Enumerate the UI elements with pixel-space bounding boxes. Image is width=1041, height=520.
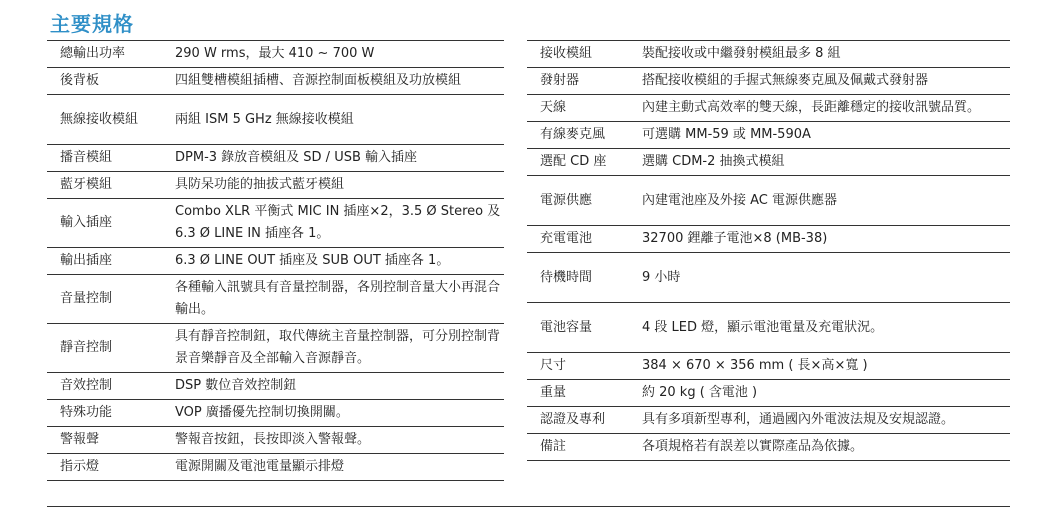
spec-value: 搭配接收模組的手握式無線麥克風及佩戴式發射器	[642, 68, 1010, 95]
spec-row-indicator	[47, 454, 504, 481]
spec-row-input-jacks	[47, 199, 504, 248]
spec-value: 內建電池座及外接 AC 電源供應器	[642, 176, 1010, 226]
spec-row-receiver-module	[527, 41, 1010, 68]
spec-value: 約 20 kg ( 含電池 )	[642, 380, 1010, 407]
spec-label: 靜音控制	[47, 324, 175, 373]
spec-value: 4 段 LED 燈，顯示電池電量及充電狀況。	[642, 303, 1010, 353]
page-title: 主要規格	[50, 12, 134, 36]
spec-label: 藍牙模組	[47, 172, 175, 199]
spec-label: 天線	[527, 95, 642, 122]
spec-row-cd-option	[527, 149, 1010, 176]
spec-row-remarks	[527, 434, 1010, 461]
spec-value: 各種輸入訊號具有音量控制器，各別控制音量大小再混合輸出。	[175, 275, 504, 324]
spec-value: 6.3 Ø LINE OUT 插座及 SUB OUT 插座各 1。	[175, 248, 504, 275]
spec-value: DSP 數位音效控制鈕	[175, 373, 504, 400]
spec-label: 備註	[527, 434, 642, 461]
spec-value: 內建主動式高效率的雙天線，長距離穩定的接收訊號品質。	[642, 95, 1010, 122]
spec-value: 可選購 MM-59 或 MM-590A	[642, 122, 1010, 149]
spec-row-certification	[527, 407, 1010, 434]
spec-label: 播音模組	[47, 145, 175, 172]
spec-value: 具有靜音控制鈕，取代傳統主音量控制器，可分別控制背景音樂靜音及全部輸入音源靜音。	[175, 324, 504, 373]
spec-value: 具防呆功能的抽拔式藍牙模組	[175, 172, 504, 199]
spec-value: 32700 鋰離子電池×8 (MB-38)	[642, 226, 1010, 253]
spec-label: 輸入插座	[47, 199, 175, 248]
spec-value: 四組雙槽模組插槽、音源控制面板模組及功放模組	[175, 68, 504, 95]
spec-value: 290 W rms，最大 410 ~ 700 W	[175, 41, 504, 68]
spec-label: 接收模組	[527, 41, 642, 68]
spec-label: 電源供應	[527, 176, 642, 226]
spec-label: 總輸出功率	[47, 41, 175, 68]
spec-value: 選購 CDM-2 抽換式模組	[642, 149, 1010, 176]
spec-label: 音效控制	[47, 373, 175, 400]
spec-label: 尺寸	[527, 353, 642, 380]
spec-table-left	[47, 40, 504, 481]
spec-value: DPM-3 錄放音模組及 SD / USB 輸入插座	[175, 145, 504, 172]
spec-row-wireless-receiver	[47, 95, 504, 145]
spec-label: 指示燈	[47, 454, 175, 481]
spec-label: 選配 CD 座	[527, 149, 642, 176]
spec-label: 後背板	[47, 68, 175, 95]
spec-row-battery-capacity	[527, 303, 1010, 353]
spec-row-wired-mic	[527, 122, 1010, 149]
spec-label: 電池容量	[527, 303, 642, 353]
spec-value: 警報音按鈕，長按即淡入警報聲。	[175, 427, 504, 454]
spec-value: 9 小時	[642, 253, 1010, 303]
spec-label: 無線接收模組	[47, 95, 175, 145]
spec-label: 有線麥克風	[527, 122, 642, 149]
spec-table-right	[527, 40, 1010, 461]
spec-value: 兩組 ISM 5 GHz 無線接收模組	[175, 95, 504, 145]
spec-row-backplane	[47, 68, 504, 95]
spec-label: 充電電池	[527, 226, 642, 253]
spec-row-alarm	[47, 427, 504, 454]
spec-label: 認證及專利	[527, 407, 642, 434]
spec-label: 輸出插座	[47, 248, 175, 275]
spec-row-dimensions	[527, 353, 1010, 380]
bottom-divider	[47, 506, 1010, 507]
spec-value: Combo XLR 平衡式 MIC IN 插座×2，3.5 Ø Stereo 及 6.3 Ø LINE IN 插座各 1。	[175, 199, 504, 248]
spec-row-weight	[527, 380, 1010, 407]
spec-row-bluetooth-module	[47, 172, 504, 199]
spec-row-sound-effect	[47, 373, 504, 400]
spec-value: 電源開關及電池電量顯示排燈	[175, 454, 504, 481]
spec-row-battery	[527, 226, 1010, 253]
spec-label: 待機時間	[527, 253, 642, 303]
spec-value: 384 × 670 × 356 mm ( 長×高×寬 )	[642, 353, 1010, 380]
spec-row-transmitter	[527, 68, 1010, 95]
spec-row-power-supply	[527, 176, 1010, 226]
spec-label: 警報聲	[47, 427, 175, 454]
spec-row-volume-control	[47, 275, 504, 324]
spec-value: 具有多項新型專利，通過國內外電波法規及安規認證。	[642, 407, 1010, 434]
spec-label: 音量控制	[47, 275, 175, 324]
spec-label: 特殊功能	[47, 400, 175, 427]
spec-row-total-output	[47, 41, 504, 68]
spec-row-standby-time	[527, 253, 1010, 303]
spec-value: 各項規格若有誤差以實際產品為依據。	[642, 434, 1010, 461]
spec-label: 發射器	[527, 68, 642, 95]
spec-row-output-jacks	[47, 248, 504, 275]
spec-value: VOP 廣播優先控制切換開關。	[175, 400, 504, 427]
spec-row-antenna	[527, 95, 1010, 122]
spec-label: 重量	[527, 380, 642, 407]
spec-row-mute-control	[47, 324, 504, 373]
spec-value: 裝配接收或中繼發射模組最多 8 組	[642, 41, 1010, 68]
spec-row-special-function	[47, 400, 504, 427]
spec-row-player-module	[47, 145, 504, 172]
